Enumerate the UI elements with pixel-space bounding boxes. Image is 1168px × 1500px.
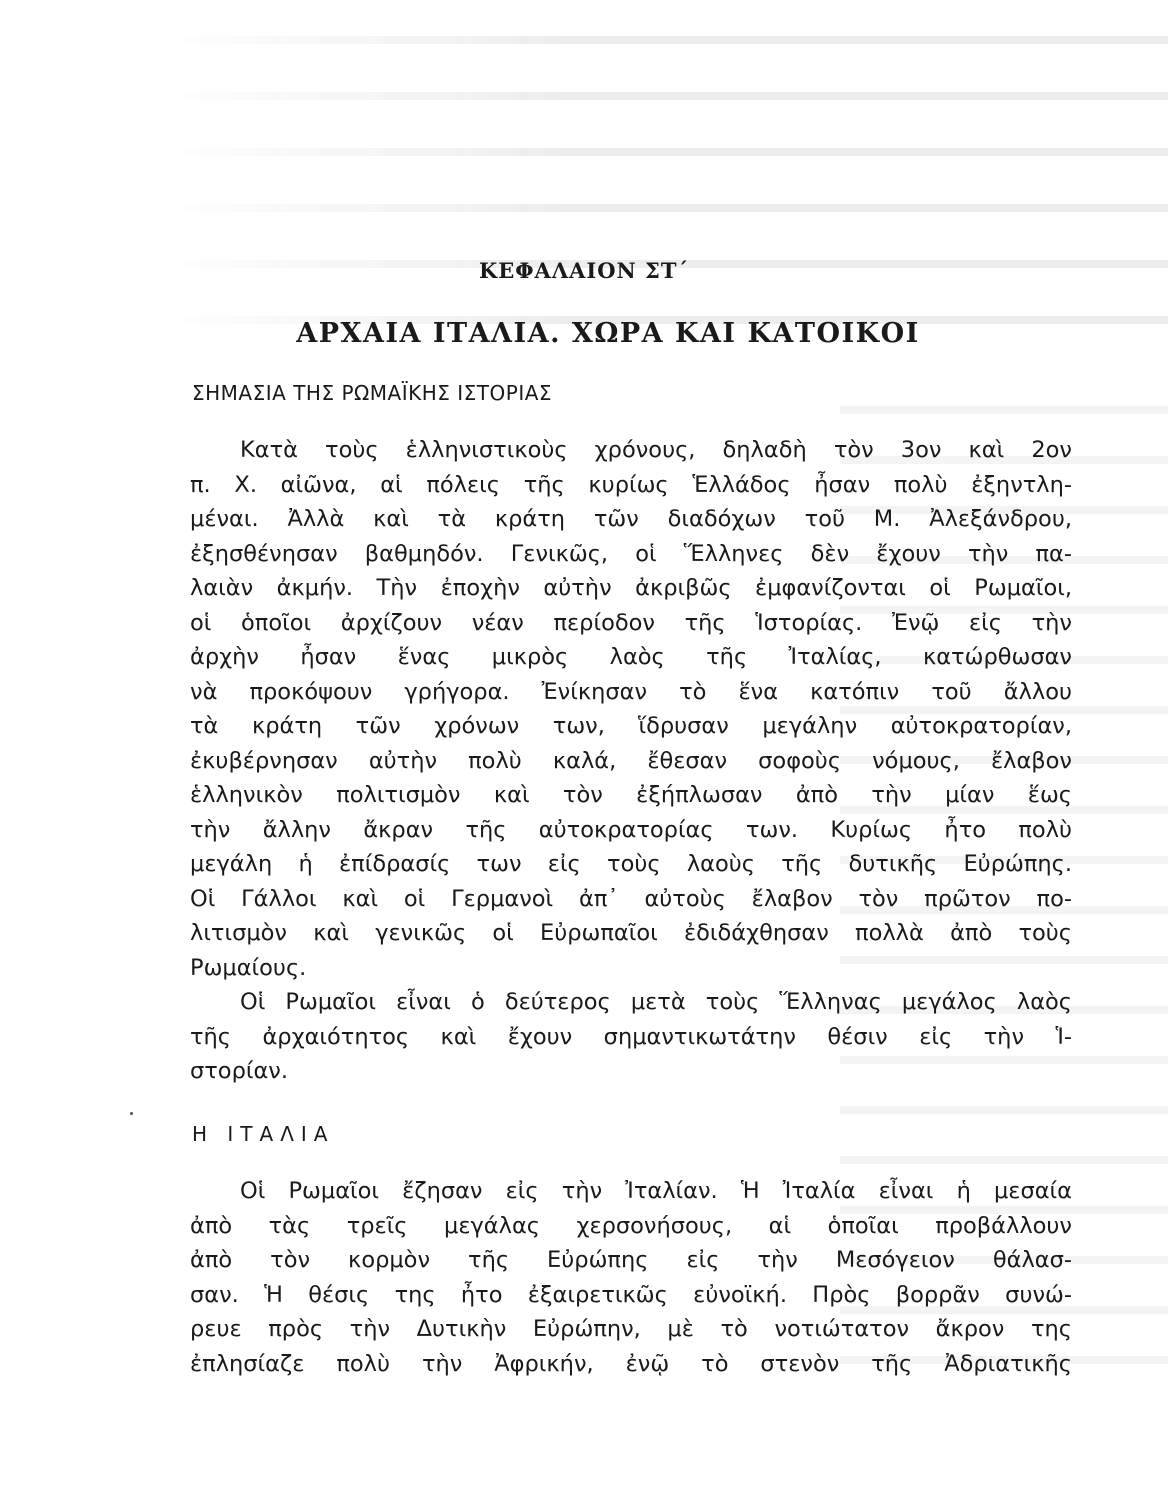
text-line: ἐκυβέρνησαν αὐτὴν πολὺ καλά, ἔθεσαν σοφοὺς νόμους, ἔλαβον	[190, 747, 1072, 774]
text-line: στορίαν.	[190, 1058, 289, 1084]
text-line: Ρωμαίους.	[190, 954, 307, 981]
text-line: τὰ κράτη τῶν χρόνων των, ἵδρυσαν μεγάλην αὐτοκρατορίαν,	[190, 713, 1072, 739]
text-line: μέναι. Ἀλλὰ καὶ τὰ κράτη τῶν διαδόχων τοῦ Μ. Ἀλεξάνδρου,	[190, 506, 1072, 532]
text-line: οἱ ὁποῖοι ἀρχίζουν νέαν περίοδον τῆς Ἱστορίας. Ἐνῷ εἰς τὴν	[190, 609, 1072, 636]
text-line: μεγάλη ἡ ἐπίδρασίς των εἰς τοὺς λαοὺς τῆς δυτικῆς Εὐρώπης.	[190, 851, 1072, 877]
section-heading: Η ΙΤΑΛΙΑ	[192, 1122, 335, 1146]
text-line: Κατὰ τοὺς ἑλληνιστικοὺς χρόνους, δηλαδὴ τὸν 3ον καὶ 2ον	[240, 437, 1072, 463]
text-line: ἀπὸ τὰς τρεῖς μεγάλας χερσονήσους, αἱ ὁποῖαι προβάλλουν	[190, 1212, 1072, 1239]
section-heading: ΣΗΜΑΣΙΑ ΤΗΣ ΡΩΜΑΪΚΗΣ ΙΣΤΟΡΙΑΣ	[192, 381, 553, 405]
text-line: ρευε πρὸς τὴν Δυτικὴν Εὐρώπην, μὲ τὸ νοτιώτατον ἄκρον της	[190, 1316, 1072, 1342]
text-line: νὰ προκόψουν γρήγορα. Ἐνίκησαν τὸ ἕνα κατόπιν τοῦ ἄλλου	[190, 678, 1072, 705]
text-line: λιτισμὸν καὶ γενικῶς οἱ Εὐρωπαῖοι ἐδιδάχθησαν πολλὰ ἀπὸ τοὺς	[190, 920, 1072, 946]
text-line: Οἱ Ρωμαῖοι ἔζησαν εἰς τὴν Ἰταλίαν. Ἡ Ἰταλία εἶναι ἡ μεσαία	[240, 1178, 1072, 1204]
text-line: ἐξησθένησαν βαθμηδόν. Γενικῶς, οἱ Ἕλληνες δὲν ἔχουν τὴν πα-	[190, 540, 1072, 567]
paragraph	[190, 1174, 1072, 1381]
chapter-title: ΑΡΧΑΙΑ ΙΤΑΛΙΑ. ΧΩΡΑ ΚΑΙ ΚΑΤΟΙΚΟΙ	[296, 318, 920, 349]
text-line: τὴν ἄλλην ἄκραν τῆς αὐτοκρατορίας των. Κυρίως ἦτο πολὺ	[190, 816, 1072, 843]
text-line: τῆς ἀρχαιότητος καὶ ἔχουν σημαντικωτάτην θέσιν εἰς τὴν Ἱ-	[190, 1023, 1072, 1050]
text-line: Οἱ Ρωμαῖοι εἶναι ὁ δεύτερος μετὰ τοὺς Ἕλληνας μεγάλος λαὸς	[240, 989, 1072, 1015]
stray-mark	[130, 1112, 133, 1115]
text-line: λαιὰν ἀκμήν. Τὴν ἐποχὴν αὐτὴν ἀκριβῶς ἐμφανίζονται οἱ Ρωμαῖοι,	[190, 575, 1072, 601]
chapter-label: ΚΕΦΑΛΑΙΟΝ ΣΤ΄	[478, 258, 690, 283]
text-line: ἑλληνικὸν πολιτισμὸν καὶ τὸν ἐξήπλωσαν ἀπὸ τὴν μίαν ἕως	[190, 782, 1072, 808]
text-line: Οἱ Γάλλοι καὶ οἱ Γερμανοὶ ἀπ᾽ αὐτοὺς ἔλαβον τὸν πρῶτον πο-	[190, 885, 1072, 912]
text-line: ἀρχὴν ἦσαν ἕνας μικρὸς λαὸς τῆς Ἰταλίας, κατώρθωσαν	[190, 644, 1072, 670]
paragraph	[190, 433, 1072, 1089]
text-line: σαν. Ἡ θέσις της ἦτο ἐξαιρετικῶς εὐνοϊκή. Πρὸς βορρᾶν συνώ-	[190, 1281, 1072, 1308]
text-line: π. Χ. αἰῶνα, αἱ πόλεις τῆς κυρίως Ἑλλάδος ἦσαν πολὺ ἐξηντλη-	[190, 471, 1072, 498]
text-line: ἀπὸ τὸν κορμὸν τῆς Εὐρώπης εἰς τὴν Μεσόγειον θάλασ-	[190, 1247, 1072, 1273]
text-line: ἐπλησίαζε πολὺ τὴν Ἀφρικήν, ἐνῷ τὸ στενὸν τῆς Ἀδριατικῆς	[190, 1350, 1072, 1377]
